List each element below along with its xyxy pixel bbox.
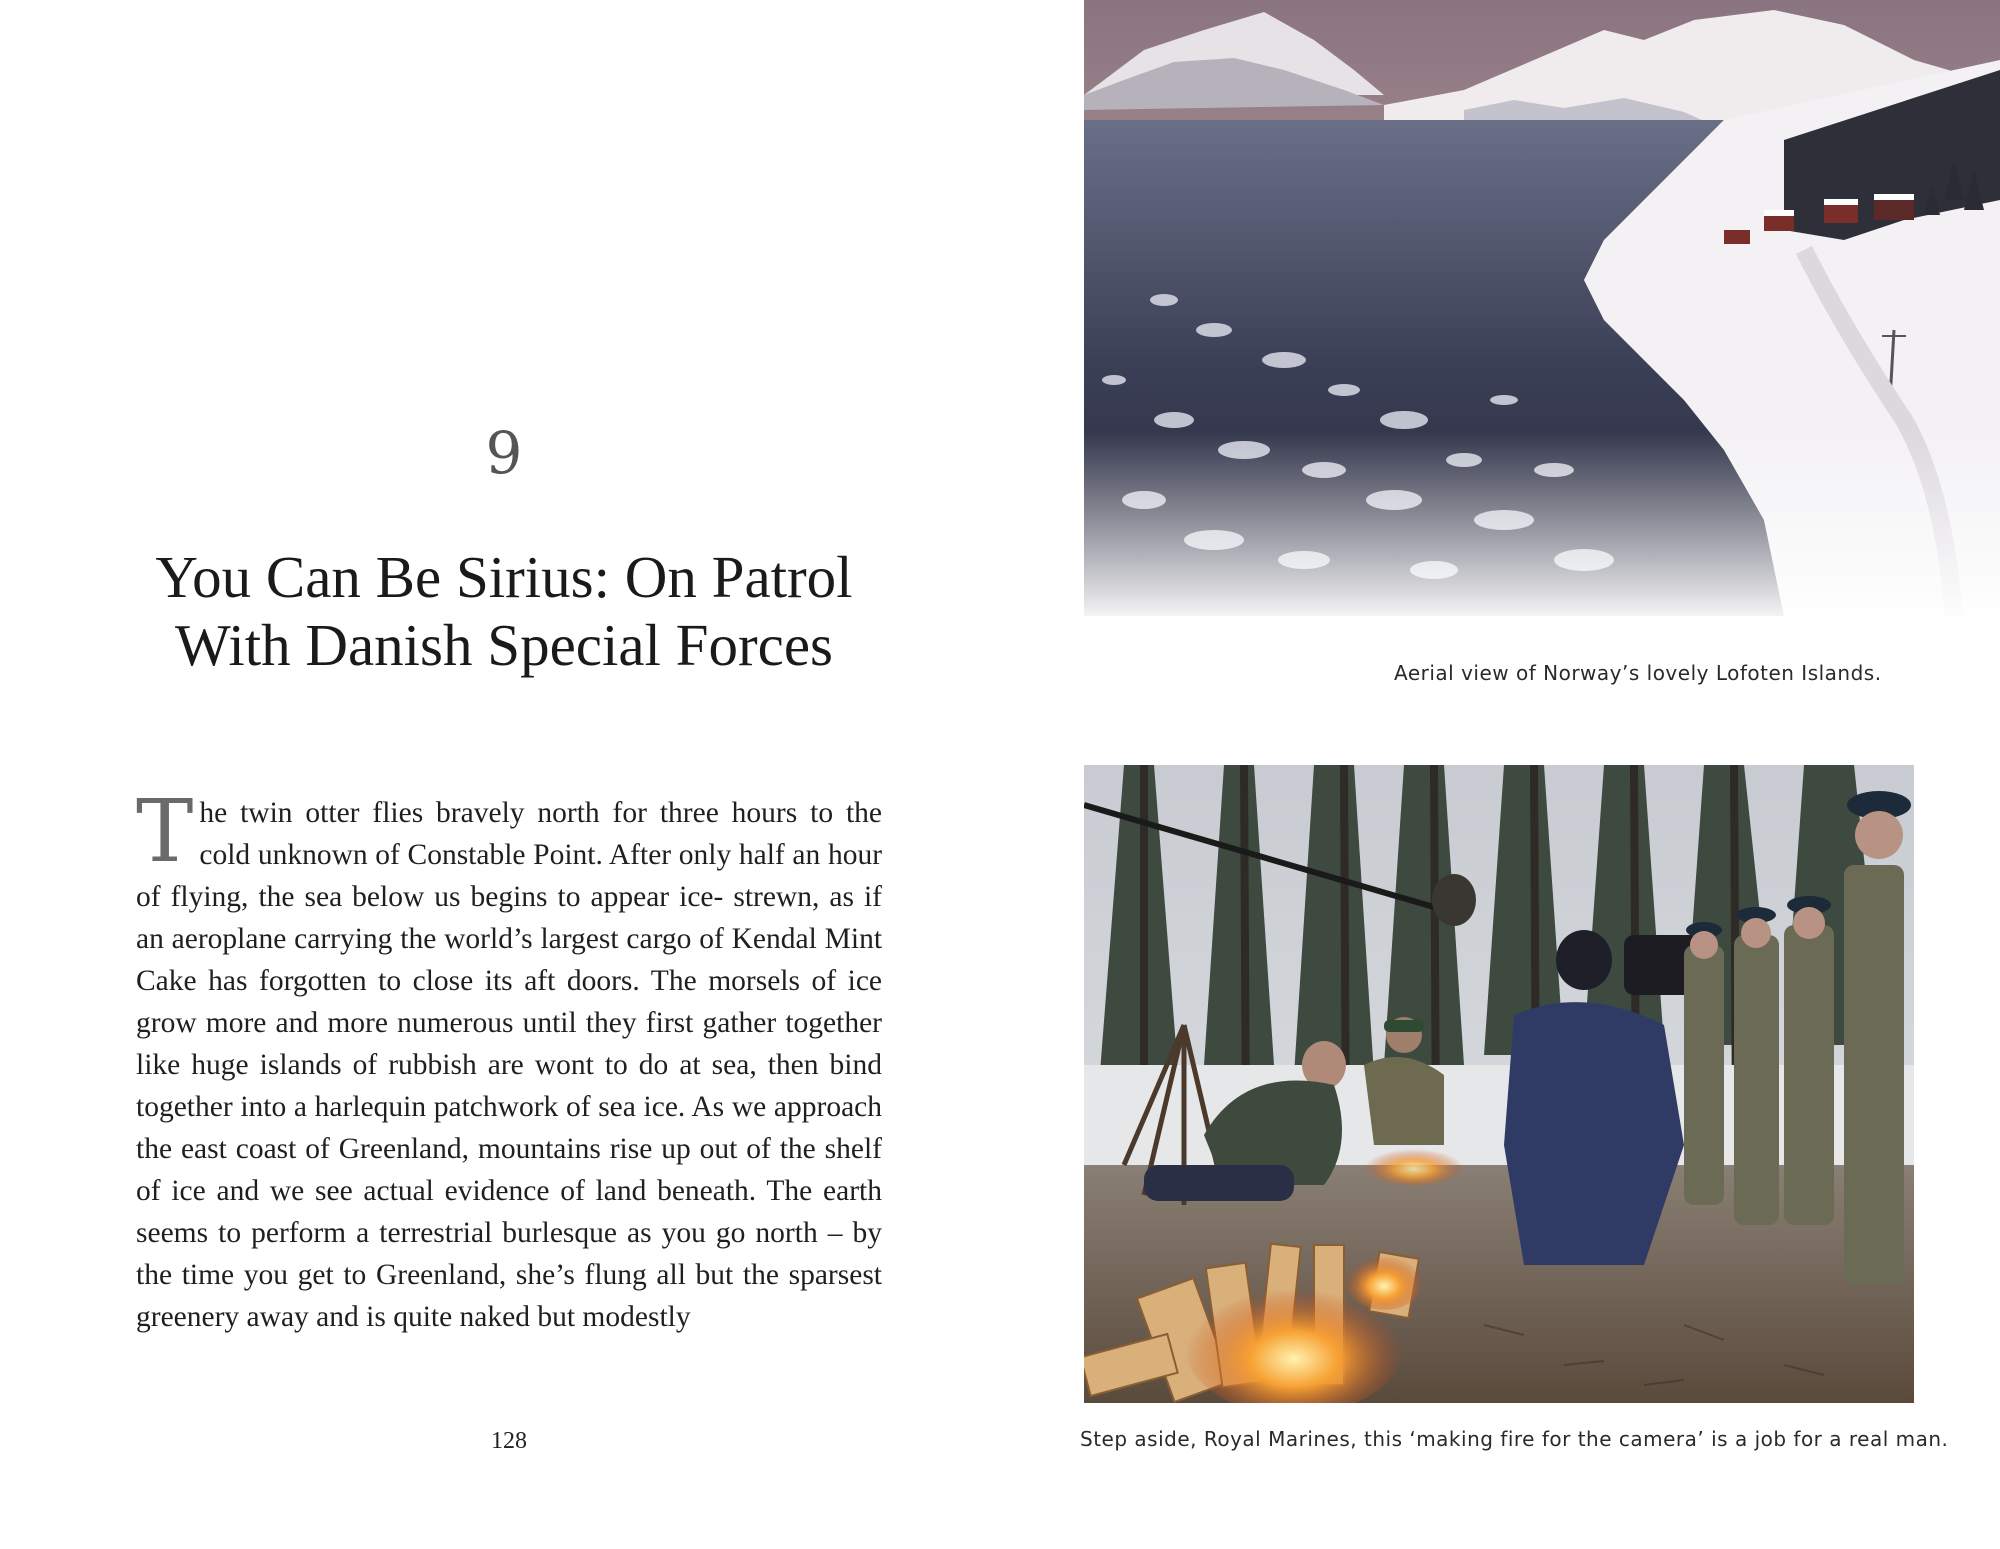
campfire-forest-photo (1084, 765, 1914, 1403)
right-page (1000, 0, 2000, 1549)
drop-cap: T (136, 782, 194, 882)
caption-lofoten: Aerial view of Norway’s lovely Lofoten Islands. (1394, 661, 1882, 685)
caption-campfire: Step aside, Royal Marines, this ‘making fire for the camera’ is a job for a real man. (1080, 1427, 1949, 1451)
body-line: wont to do at sea, then bind together into a harlequin (136, 1049, 882, 1123)
body-line: of Kendal Mint Cake has forgotten to close its aft doors. (136, 923, 883, 997)
lofoten-fjord-photo (1084, 0, 2000, 616)
body-line: he twin otter flies bravely north for three hours to the (199, 797, 882, 829)
body-line: the time you get to Greenland, she’s flung all but the (136, 1259, 779, 1291)
chapter-title (100, 543, 908, 679)
body-line: patchwork of sea ice. As we approach the east coast of (136, 1091, 883, 1165)
chapter-title-line-1: You Can Be Sirius: On Patrol (155, 544, 853, 610)
chapter-number: 9 (485, 419, 523, 487)
body-line: we see actual evidence of land beneath. The earth seems to (136, 1175, 882, 1249)
chapter-body-text (136, 782, 883, 1338)
body-line: Greenland, mountains rise up out of the shelf of ice and (136, 1133, 883, 1207)
body-line: The morsels of ice grow more and more numerous until (136, 965, 883, 1039)
body-line: perform a terrestrial burlesque as you go north – by (251, 1217, 883, 1249)
body-line: hour of flying, the sea below us begins to appear ice- (136, 839, 883, 913)
page-number: 128 (491, 1428, 527, 1454)
body-line: sparsest greenery away and is quite naked but modestly (136, 1259, 882, 1333)
body-line: they first gather together like huge islands of rubbish are (136, 1007, 883, 1081)
body-line: strewn, as if an aeroplane carrying the world’s largest cargo (136, 881, 882, 955)
chapter-title-line-2: With Danish Special Forces (175, 612, 833, 678)
body-line: cold unknown of Constable Point. After only half an (199, 839, 821, 871)
